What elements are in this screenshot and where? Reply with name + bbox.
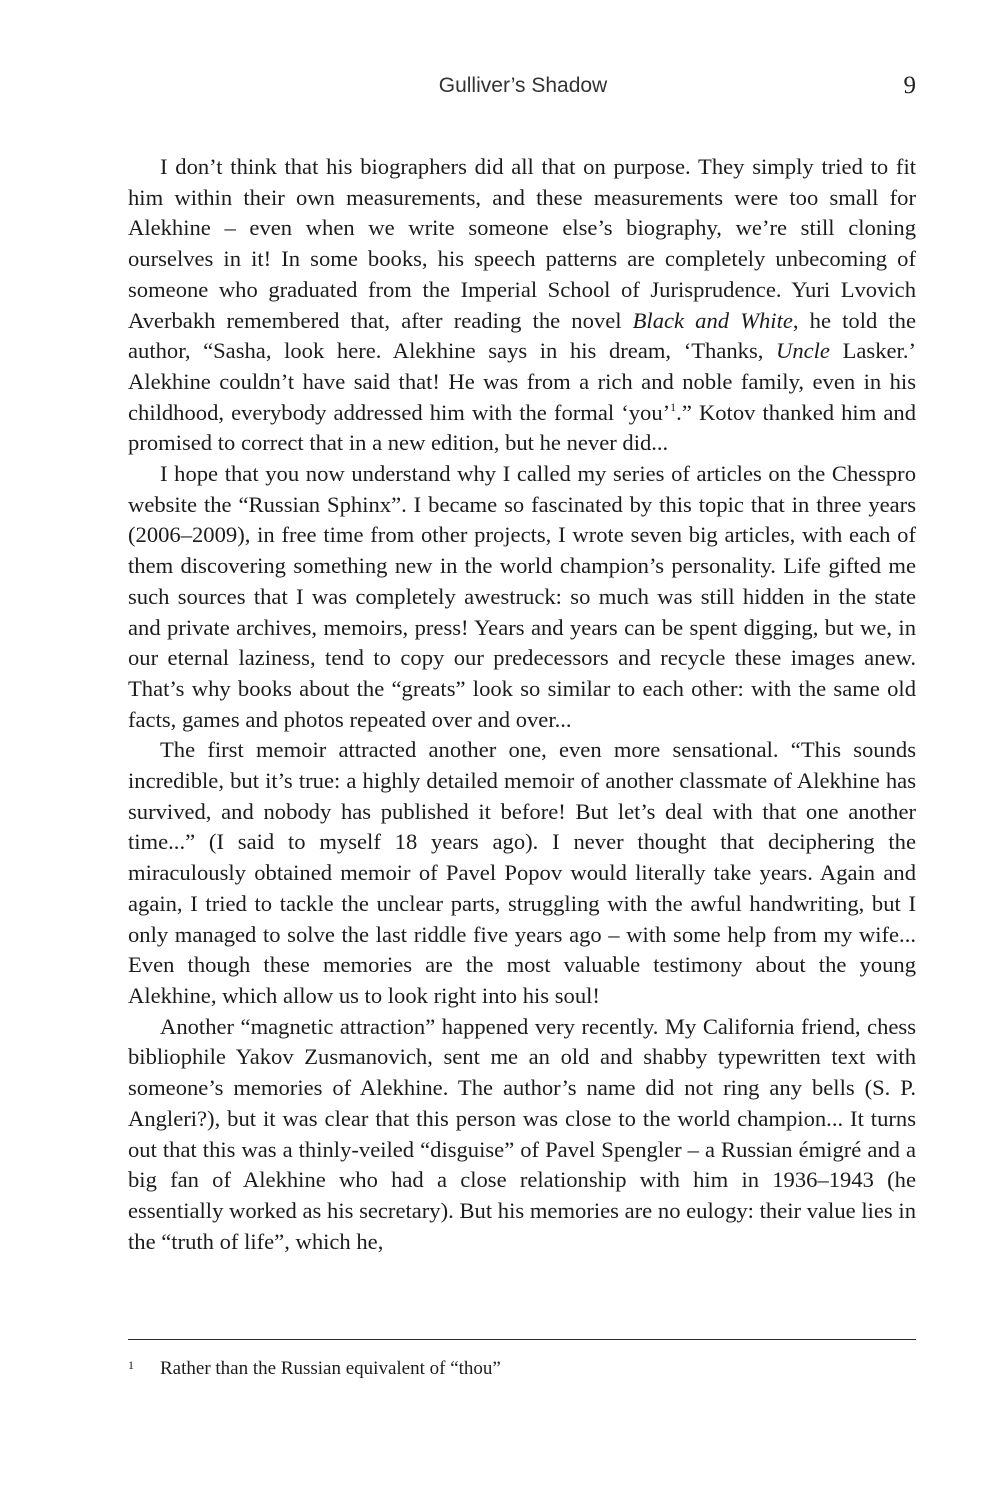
footnote-text: Rather than the Russian equivalent of “thou” [160, 1358, 501, 1379]
book-title: Black and White [632, 307, 793, 333]
paragraph-text: , he told the author, “Sasha, look here. Alekhine says in his dream, ‘Thanks, [128, 307, 916, 364]
body-text [128, 152, 916, 1257]
page-number: 9 [903, 72, 916, 99]
emphasis-uncle: Uncle [776, 338, 830, 364]
paragraph-1 [128, 152, 916, 459]
footnote-divider [128, 1339, 916, 1340]
paragraph-2: I hope that you now understand why I called my series of articles on the Chesspro website the “Russian Sphinx”. I became so fascinated by this topic that in three years (2006–2009), in free time from other projects, I wrote seven big articles, with each of them discovering something new in the world champion’s personality. Life gifted me such sources that I was completely awestruck: so much was still hidden in the state and private archives, memoirs, press! Years and years can be spent digging, but we, in our eternal laziness, tend to copy our predecessors and recycle these images anew. That’s why books about the “greats” look so similar to each other: with the same old facts, games and photos repeated over and over... [128, 461, 916, 732]
running-title: Gulliver’s Shadow [438, 74, 608, 97]
paragraph-4: Another “magnetic attraction” happened very recently. My California friend, chess bibliophile Yakov Zusmanovich, sent me an old and shabby typewritten text with someone’s memories of Alekhine. The author’s name did not ring any bells (S. P. Angleri?), but it was clear that this person was close to the world champion... It turns out that this was a thinly-veiled “disguise” of Pavel Spengler – a Russian émigré and a big fan of Alekhine who had a close relationship with him in 1936–1943 (he essentially worked as his secretary). But his memories are no eulogy: their value lies in the “truth of life”, which he, [128, 1013, 916, 1254]
paragraph-text: I don’t think that his biographers did all that on purpose. They simply tried to fit him within their own measurements, and these measurements were too small for Alekhine – even when we write someone else’s biography, we’re still cloning ourselves in it! In some books, his speech patterns are completely unbecoming of someone who graduated from the Imperial School of Jurisprudence. Yuri Lvovich Averbakh remembered that, after reading the novel [128, 154, 916, 333]
paragraph-3: The first memoir attracted another one, even more sensational. “This sounds incredible, but it’s true: a highly detailed memoir of another classmate of Alekhine has survived, and nobody has published it before! But let’s deal with that one another time...” (I said to myself 18 years ago). I never thought that deciphering the miraculously obtained memoir of Pavel Popov would literally take years. Again and again, I tried to tackle the unclear parts, struggling with the awful handwriting, but I only managed to solve the last riddle five years ago – with some help from my wife... Even though these memories are the most valuable testimony about the young Alekhine, which allow us to look right into his soul! [128, 737, 916, 1008]
paragraph-text: .” Kotov thanked him and promised to correct that in a new edition, but he never did... [128, 399, 916, 456]
footnote-number: 1 [128, 1358, 134, 1372]
footnote-reference[interactable]: 1 [670, 399, 677, 414]
paragraph-text: Lasker.’ Alekhine couldn’t have said that! He was from a rich and noble family, even in his childhood, everybody addressed him with the formal ‘you’ [128, 338, 916, 425]
